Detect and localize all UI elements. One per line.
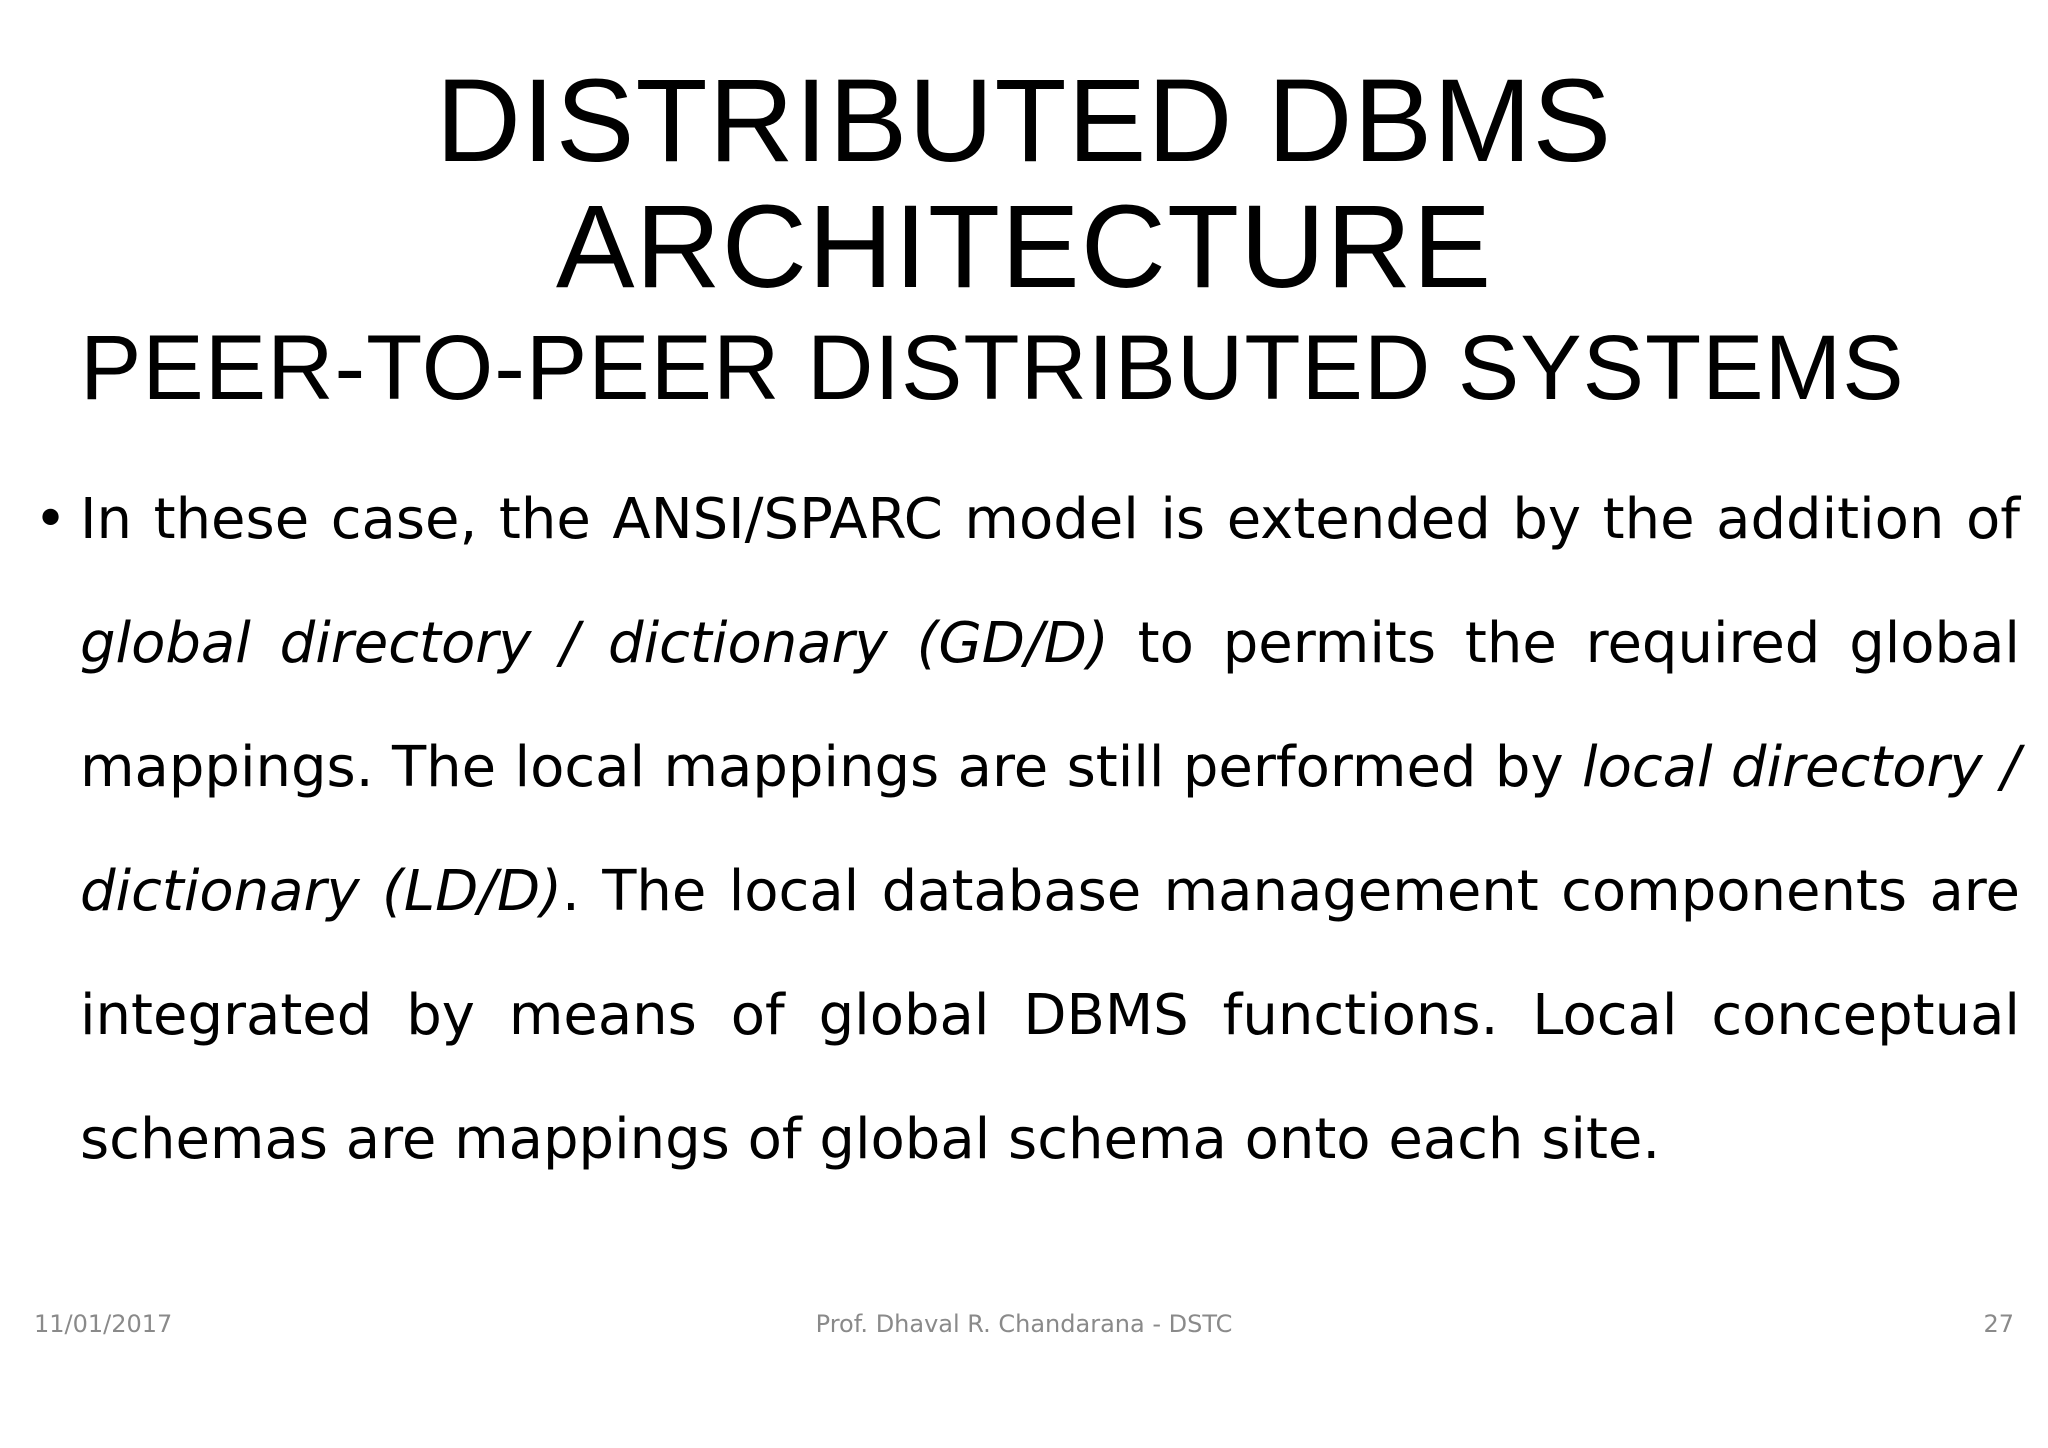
slide-subtitle: PEER-TO-PEER DISTRIBUTED SYSTEMS	[80, 317, 1905, 419]
slide-title	[0, 55, 2048, 313]
bullet-list	[34, 458, 2020, 1258]
bullet-paragraph	[80, 458, 2020, 1202]
footer-author: Prof. Dhaval R. Chandarana - DSTC	[815, 1310, 1233, 1338]
bullet-icon: •	[34, 487, 68, 552]
body-term-gdd: global directory / dictionary (GD/D)	[80, 611, 1109, 676]
title-line-1: DISTRIBUTED DBMS	[435, 55, 1613, 187]
body-text-2: to permits the required global mappings. The local mappings are still performed by	[80, 611, 2020, 800]
footer-date: 11/01/2017	[34, 1310, 173, 1338]
page-number: 27	[1983, 1310, 2014, 1338]
title-line-2: ARCHITECTURE	[555, 181, 1493, 313]
body-term-ldd: local directory / dictionary (LD/D)	[80, 735, 2020, 924]
body-text-3: . The local database management components are integrated by means of global DBMS functions. Local conceptual schemas are mappings of global schema onto each site.	[80, 859, 2021, 1172]
body-text-1: In these case, the ANSI/SPARC model is extended by the addition of	[80, 487, 2020, 552]
